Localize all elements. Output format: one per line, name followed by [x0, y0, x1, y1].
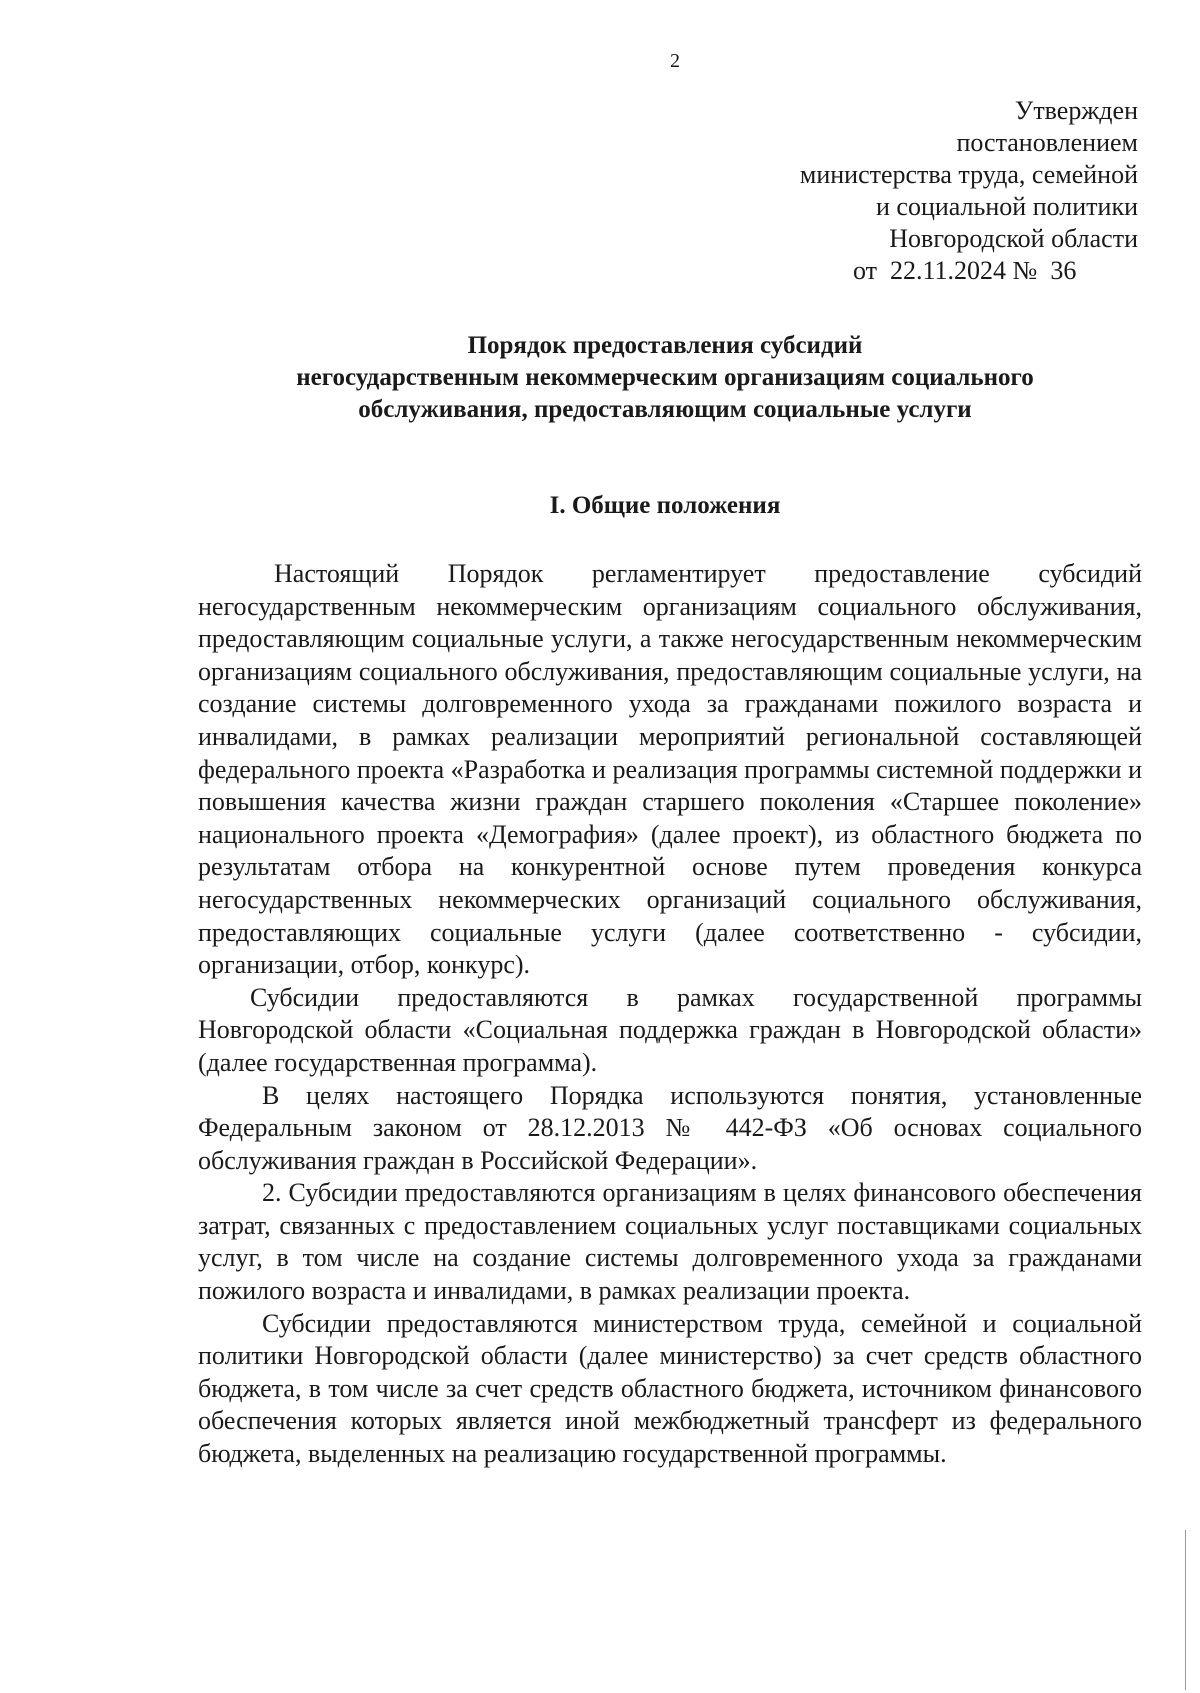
page-number: 2	[670, 50, 680, 72]
approval-line: Утвержден	[1014, 96, 1138, 125]
approval-line: и социальной политики	[876, 192, 1138, 221]
body-text	[198, 558, 1142, 1471]
paragraph: 2. Субсидии предоставляются организациям в целях финансового обеспечения затрат, связанных с предоставлением социальных услуг поставщиками социальных услуг, в том числе на создание системы долговременного ухода за гражданами пожилого возраста и инвалидами, в рамках реализации проекта.	[198, 1178, 1142, 1306]
scan-edge-line	[1185, 1530, 1186, 1690]
approval-line: постановлением	[956, 128, 1138, 157]
approval-line: министерства труда, семейной	[799, 160, 1138, 189]
approval-line: Новгородской области	[889, 224, 1138, 253]
approval-stamp	[640, 95, 1138, 287]
paragraph: Настоящий Порядок регламентирует предоставление субсидий негосударственным некоммерческим организациям социального обслуживания, предоставляющим социальные услуги, а также негосударственным некоммерческим организациям социального обслуживания, предоставляющим социальные услуги, на создание системы долговременного ухода за гражданами пожилого возраста и инвалидами, в рамках реализации мероприятий региональной составляющей федерального проекта «Разработка и реализация программы системной поддержки и повышения качества жизни граждан старшего поколения «Старшее поколение» национального проекта «Демография» (далее проект), из областного бюджета по результатам отбора на конкурентной основе путем проведения конкурса негосударственных некоммерческих организаций социального обслуживания, предоставляющих социальные услуги (далее соответственно - субсидии, организации, отбор, конкурс).	[198, 559, 1142, 980]
section-heading: I. Общие положения	[549, 492, 781, 519]
title-line: Порядок предоставления субсидий	[467, 332, 863, 359]
document-title	[200, 330, 1130, 426]
paragraph: Субсидии предоставляются в рамках государственной программы Новгородской области «Социальная поддержка граждан в Новгородской области» (далее государственная программа).	[198, 982, 1142, 1077]
paragraph: Субсидии предоставляются министерством труда, семейной и социальной политики Новгородской области (далее министерство) за счет средств областного бюджета, в том числе за счет средств областного бюджета, источником финансового обеспечения которых является иной межбюджетный трансферт из федерального бюджета, выделенных на реализацию государственной программы.	[198, 1308, 1142, 1469]
paragraph: В целях настоящего Порядка используются понятия, установленные Федеральным законом от 28.12.2013 № 442-ФЗ «Об основах социального обслуживания граждан в Российской Федерации».	[198, 1080, 1142, 1175]
title-line: обслуживания, предоставляющим социальные услуги	[358, 396, 972, 423]
title-line: негосударственным некоммерческим организациям социального	[296, 364, 1034, 391]
approval-date-line: от 22.11.2024 № 36	[853, 256, 1077, 285]
